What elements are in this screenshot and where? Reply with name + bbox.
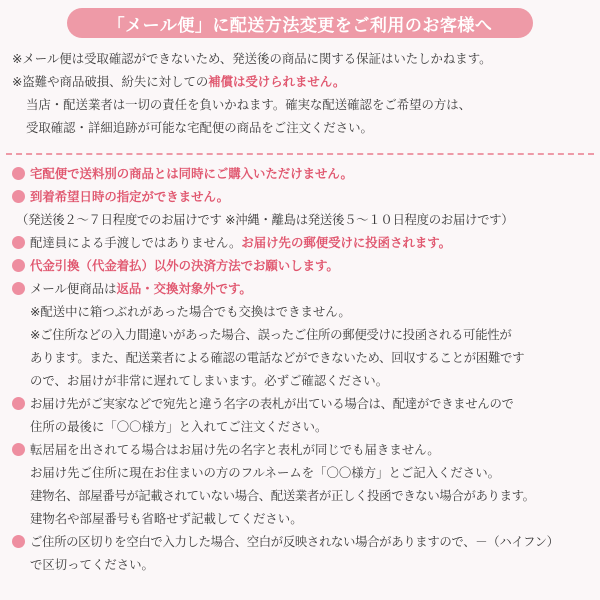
list-item [12, 277, 588, 300]
bullet-icon [12, 443, 25, 456]
list-item-detail: 建物名や部屋番号も省略せず記載してください。 [30, 511, 303, 526]
list-item [12, 438, 588, 461]
list-item [12, 254, 588, 277]
list-item-detail: で区切ってください。 [30, 557, 154, 572]
list-item-detail: 住所の最後に「〇〇様方」と入れてご注文ください。 [30, 419, 328, 434]
notice-line: 当店・配送業者は一切の責任を負いかねます。確実な配送確認をご希望の方は、 [26, 97, 472, 112]
top-notice [12, 47, 588, 139]
list-item [12, 231, 588, 254]
list-item-detail: お届け先ご住所に現在お住まいの方のフルネームを「〇〇様方」とご記入ください。 [30, 465, 500, 480]
warning-text: 到着希望日時の指定ができません。 [30, 189, 229, 204]
warning-text: 返品・交換対象外です。 [116, 281, 252, 296]
list-item [12, 392, 588, 415]
banner-title: 「メール便」に配送方法変更をご利用のお客様へ [107, 15, 493, 36]
notice-text: 転居届を出されてる場合はお届け先の名字と表札が同じでも届きません。 [30, 442, 440, 457]
list-item [12, 530, 588, 553]
bullet-icon [12, 535, 25, 548]
warning-text: 補償は受けられません。 [208, 74, 346, 89]
list-item-detail: ので、お届けが非常に遅れてしまいます。必ずご確認ください。 [30, 373, 389, 388]
notice-line: ※メール便は受取確認ができないため、発送後の商品に関する保証はいたしかねます。 [12, 51, 492, 66]
notice-text: メール便商品は [30, 281, 117, 296]
list-item [12, 185, 588, 208]
list-item-detail: （発送後２～７日程度でのお届けです ※沖縄・離島は発送後５～１０日程度のお届けです） [16, 212, 514, 227]
warning-text: 代金引換（代金着払）以外の決済方法でお願いします。 [30, 258, 339, 273]
list-item-detail: ※ご住所などの入力間違いがあった場合、誤ったご住所の郵便受けに投函される可能性が [30, 327, 512, 342]
bullet-icon [12, 236, 25, 249]
list-item [12, 162, 588, 185]
notice-line [12, 70, 588, 93]
bullet-icon [12, 190, 25, 203]
notice-banner [67, 8, 533, 38]
notice-text: ※盗難や商品破損、紛失に対しての [12, 74, 209, 89]
bullet-icon [12, 282, 25, 295]
warning-text: お届け先の郵便受けに投函されます。 [241, 235, 452, 250]
bullet-icon [12, 167, 25, 180]
list-item-detail: あります。また、配送業者による確認の電話などができないため、回収することが困難です [30, 350, 525, 365]
bullet-icon [12, 397, 25, 410]
dashed-divider [6, 153, 594, 155]
bullet-list [12, 162, 588, 576]
notice-line: 受取確認・詳細追跡が可能な宅配便の商品をご注文ください。 [26, 120, 373, 135]
list-item-detail: ※配送中に箱つぶれがあった場合でも交換はできません。 [30, 304, 351, 319]
notice-text: お届け先がご実家などで宛先と違う名字の表札が出ている場合は、配達ができませんので [30, 396, 514, 411]
notice-text: 配達員による手渡しではありません。 [30, 235, 242, 250]
list-item-detail: 建物名、部屋番号が記載されていない場合、配送業者が正しく投函できない場合があります。 [30, 488, 535, 503]
warning-text: 宅配便で送料別の商品とは同時にご購入いただけません。 [30, 166, 353, 181]
notice-text: ご住所の区切りを空白で入力した場合、空白が反映されない場合がありますので、－（ハイフン） [30, 534, 559, 549]
bullet-icon [12, 259, 25, 272]
